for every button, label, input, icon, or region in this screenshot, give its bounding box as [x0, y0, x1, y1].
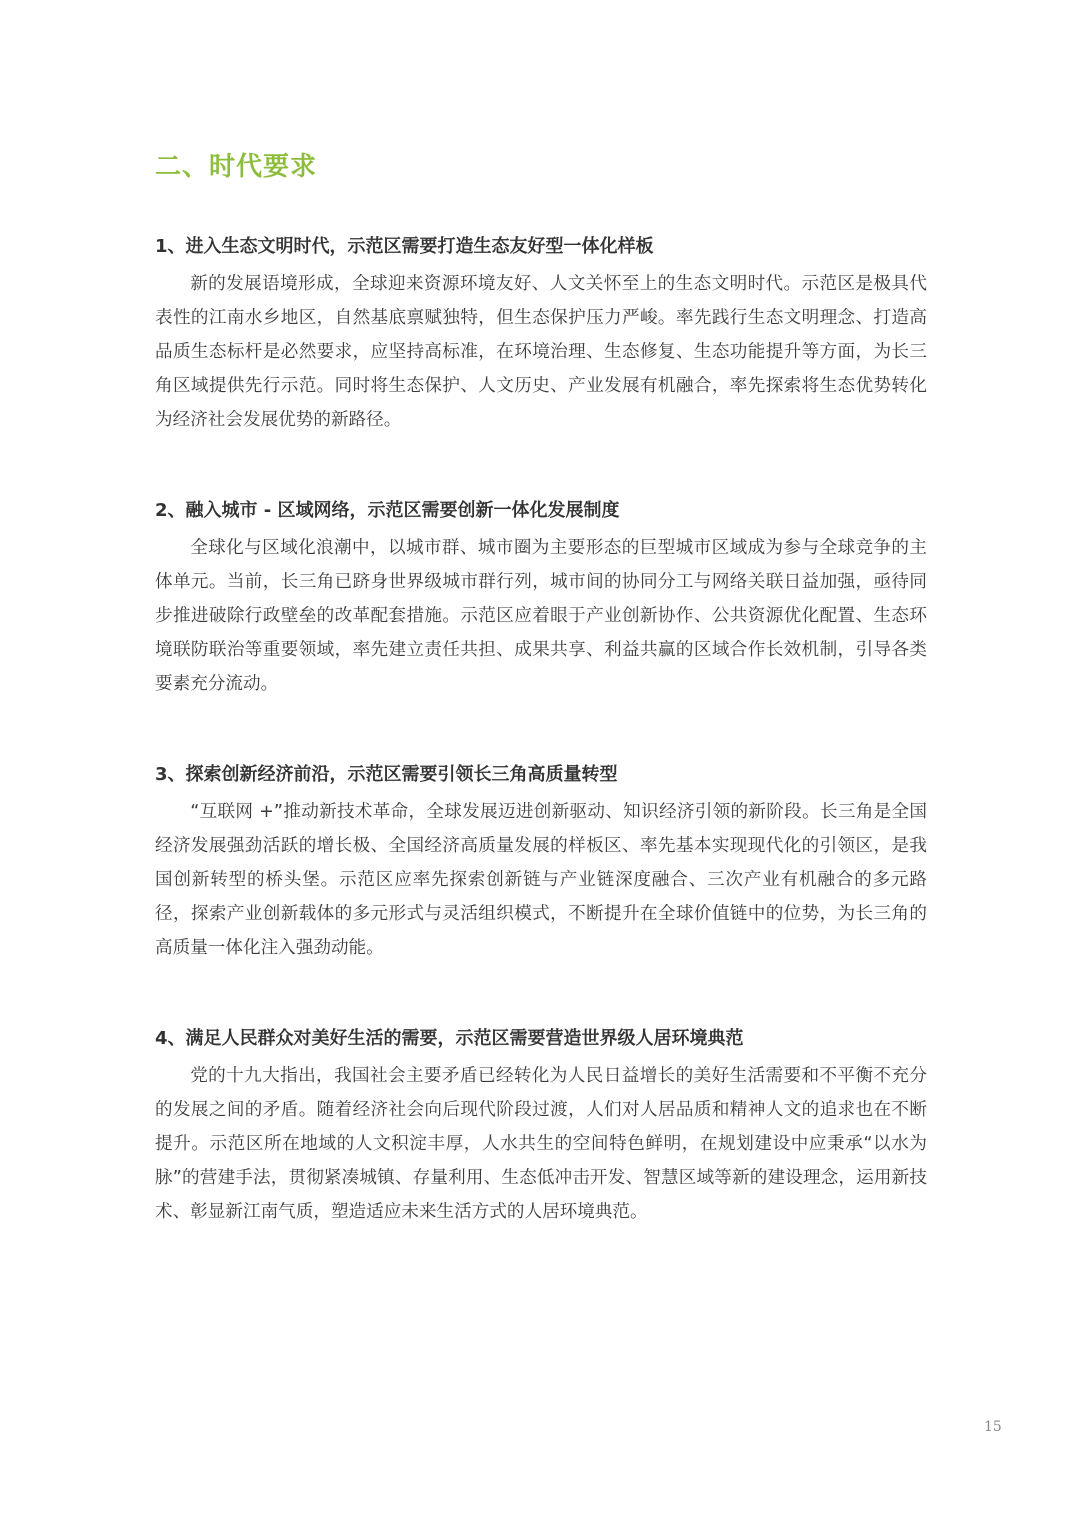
item-heading: 3、探索创新经济前沿，示范区需要引领长三角高质量转型	[155, 764, 618, 785]
item-heading: 2、融入城市 - 区域网络，示范区需要创新一体化发展制度	[155, 500, 620, 521]
item-paragraph: 新的发展语境形成，全球迎来资源环境友好、人文关怀至上的生态文明时代。示范区是极具代表性的江南水乡地区，自然基底禀赋独特，但生态保护压力严峻。率先践行生态文明理念、打造高品质生态标杆是必然要求，应坚持高标准，在环境治理、生态修复、生态功能提升等方面，为长三角区域提供先行示范。同时将生态保护、人文历史、产业发展有机融合，率先探索将生态优势转化为经济社会发展优势的新路径。	[155, 274, 927, 430]
requirement-item-1	[155, 233, 927, 437]
item-heading: 1、进入生态文明时代，示范区需要打造生态友好型一体化样板	[155, 236, 654, 257]
requirement-item-4	[155, 1025, 927, 1229]
item-paragraph: “互联网 +”推动新技术革命，全球发展迈进创新驱动、知识经济引领的新阶段。长三角是全国经济发展强劲活跃的增长极、全国经济高质量发展的样板区、率先基本实现现代化的引领区，是我国创新转型的桥头堡。示范区应率先探索创新链与产业链深度融合、三次产业有机融合的多元路径，探索产业创新载体的多元形式与灵活组织模式，不断提升在全球价值链中的位势，为长三角的高质量一体化注入强劲动能。	[155, 802, 927, 958]
item-paragraph: 党的十九大指出，我国社会主要矛盾已经转化为人民日益增长的美好生活需要和不平衡不充分的发展之间的矛盾。随着经济社会向后现代阶段过渡，人们对人居品质和精神人文的追求也在不断提升。示范区所在地域的人文积淀丰厚，人水共生的空间特色鲜明，在规划建设中应秉承“以水为脉”的营建手法，贯彻紧凑城镇、存量利用、生态低冲击开发、智慧区域等新的建设理念，运用新技术、彰显新江南气质，塑造适应未来生活方式的人居环境典范。	[155, 1066, 927, 1222]
page-number: 15	[984, 1419, 1002, 1435]
requirement-item-2	[155, 497, 927, 701]
requirement-item-3	[155, 761, 927, 965]
item-paragraph: 全球化与区域化浪潮中，以城市群、城市圈为主要形态的巨型城市区域成为参与全球竞争的主体单元。当前，长三角已跻身世界级城市群行列，城市间的协同分工与网络关联日益加强，亟待同步推进破除行政壁垒的改革配套措施。示范区应着眼于产业创新协作、公共资源优化配置、生态环境联防联治等重要领域，率先建立责任共担、成果共享、利益共赢的区域合作长效机制，引导各类要素充分流动。	[155, 538, 927, 694]
section-title: 二、时代要求	[155, 152, 318, 182]
item-heading: 4、满足人民群众对美好生活的需要，示范区需要营造世界级人居环境典范	[155, 1028, 744, 1049]
